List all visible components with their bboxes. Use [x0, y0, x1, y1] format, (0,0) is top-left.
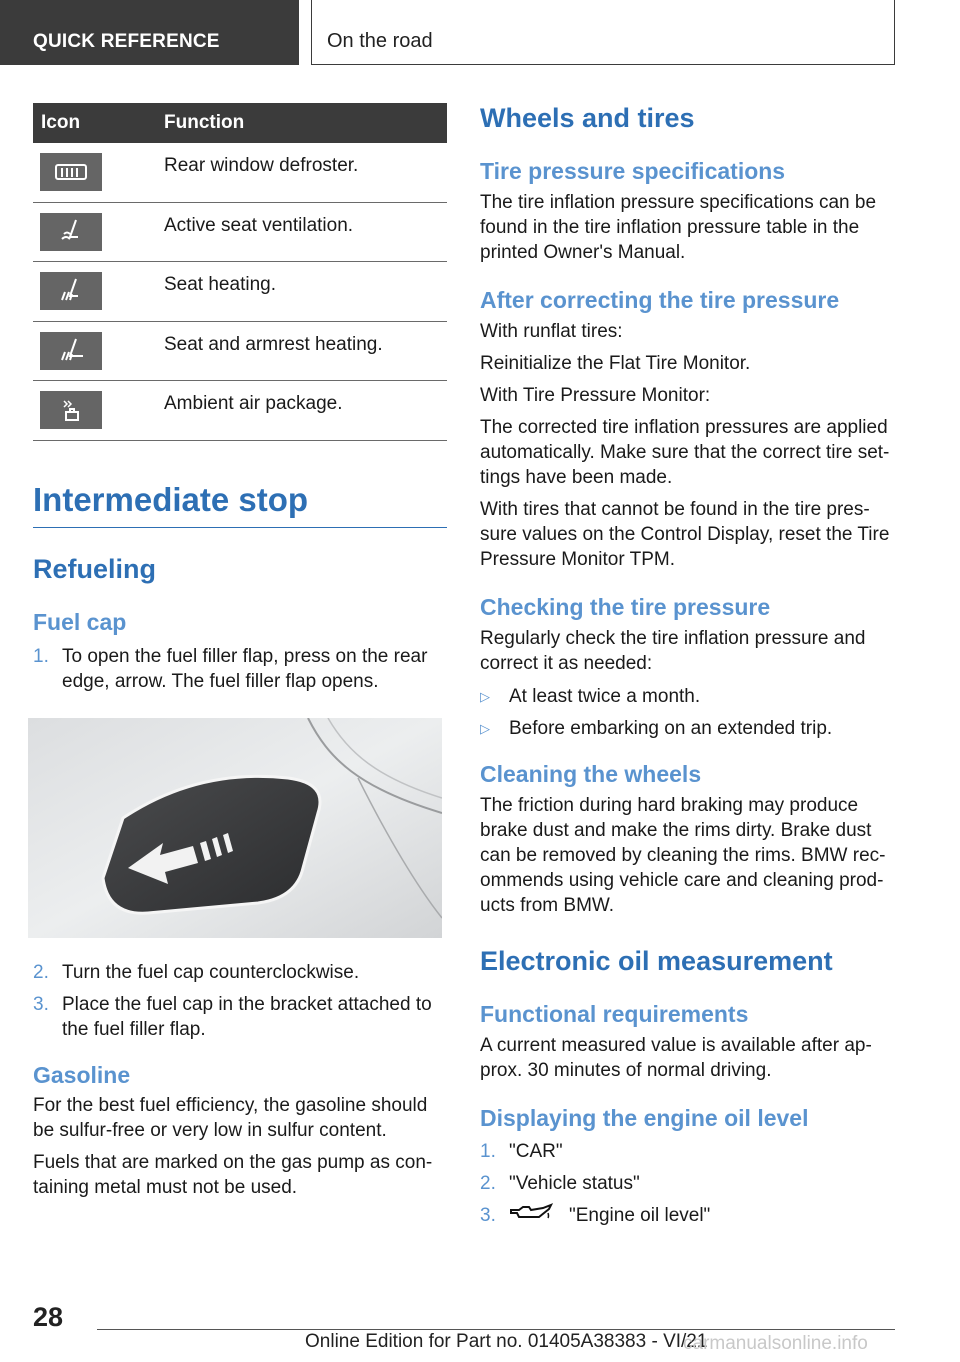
icon-table-header [33, 103, 447, 143]
oil-measurement-heading: Electronic oil measurement [480, 946, 833, 976]
table-row [33, 143, 447, 203]
paragraph: With runflat tires: [480, 321, 623, 342]
table-row [33, 322, 447, 382]
rear-window-defroster-icon [40, 153, 102, 191]
function-text: Active seat ventilation. [164, 214, 354, 236]
fuel-cap-steps-continued [33, 960, 447, 1042]
oil-steps [480, 1139, 900, 1230]
list-item: ▷ At least twice a month. [480, 686, 701, 707]
list-item: 2. "Vehicle status" [480, 1173, 640, 1194]
fuel-cap-steps [33, 644, 447, 694]
left-column [33, 103, 447, 1200]
chapter-tab: On the road [311, 0, 895, 65]
fuel-cap-heading: Fuel cap [33, 608, 127, 635]
function-column-header: Function [164, 112, 245, 133]
oil-can-icon [509, 1203, 561, 1230]
edition-text: Online Edition for Part no. 01405A38383 - VI/21 [305, 1331, 708, 1352]
triangle-bullet-icon: ▷ [480, 689, 490, 704]
list-item: 1. "CAR" [480, 1141, 563, 1162]
gasoline-heading: Gasoline [33, 1061, 131, 1088]
paragraph: A current measured value is available after ap‐prox. 30 minutes of normal driving. [480, 1035, 872, 1081]
wheels-tires-heading: Wheels and tires [480, 103, 695, 133]
footer-divider [97, 1329, 895, 1330]
paragraph: With tires that cannot be found in the tire pres‐sure values on the Control Display, reset the Tire Pressure Monitor TPM. [480, 499, 890, 570]
section-tab: QUICK REFERENCE [0, 0, 299, 65]
tire-pressure-spec-heading: Tire pressure specifications [480, 158, 786, 184]
paragraph: The corrected tire inflation pressures are applied automatically. Make sure that the correct tire set‐tings have been made. [480, 417, 890, 488]
seat-ventilation-icon [40, 213, 102, 251]
function-text: Ambient air package. [164, 393, 343, 414]
icon-table [33, 103, 447, 441]
paragraph: Regularly check the tire inflation pressure and correct it as needed: [480, 628, 866, 674]
displaying-oil-level-heading: Displaying the engine oil level [480, 1105, 809, 1131]
checking-pressure-heading: Checking the tire pressure [480, 594, 771, 620]
icon-column-header: Icon [41, 112, 81, 133]
list-item: 2. Turn the fuel cap counterclockwise. [33, 961, 360, 983]
seat-heating-icon [40, 272, 102, 310]
after-correcting-heading: After correcting the tire pressure [480, 287, 840, 313]
gasoline-paragraph: For the best fuel efficiency, the gasoline should be sulfur-free or very low in sulfur content. [33, 1094, 428, 1141]
check-list [480, 684, 900, 741]
paragraph: With Tire Pressure Monitor: [480, 385, 711, 406]
ambient-air-icon [40, 391, 102, 429]
right-column [480, 103, 900, 1237]
fuel-filler-flap-photo [28, 718, 442, 938]
list-item: ▷ Before embarking on an extended trip. [480, 718, 833, 739]
function-text: Seat and armrest heating. [164, 333, 383, 355]
table-row [33, 203, 447, 263]
refueling-heading: Refueling [33, 553, 157, 584]
table-row [33, 381, 447, 441]
watermark: carmanualsonline.info [683, 1333, 868, 1354]
function-text: Seat heating. [164, 274, 276, 295]
table-row [33, 262, 447, 322]
page-number: 28 [33, 1302, 64, 1332]
triangle-bullet-icon: ▷ [480, 721, 490, 736]
function-text: Rear window defroster. [164, 155, 359, 176]
cleaning-wheels-heading: Cleaning the wheels [480, 761, 702, 787]
paragraph: The friction during hard braking may produce brake dust and make the rims dirty. Brake dust can be removed by cleaning the rims. BMW rec‐ommends using vehicle care and cleaning prod‐ucts from BMW. [480, 795, 886, 916]
seat-armrest-heating-icon [40, 332, 102, 370]
list-item: 3. Place the fuel cap in the bracket attached to the fuel filler flap. [33, 993, 432, 1040]
list-item: 3. "Engine oil level" [480, 1203, 900, 1230]
gasoline-paragraph: Fuels that are marked on the gas pump as con‐taining metal must not be used. [33, 1151, 433, 1198]
functional-requirements-heading: Functional requirements [480, 1001, 749, 1027]
paragraph: The tire inflation pressure specifications can be found in the tire inflation pressure table in the printed Owner's Manual. [480, 192, 877, 263]
intermediate-stop-heading: Intermediate stop [33, 481, 447, 528]
paragraph: Reinitialize the Flat Tire Monitor. [480, 353, 751, 374]
list-item: 1. To open the fuel filler flap, press on the rear edge, arrow. The fuel filler flap opens. [33, 645, 428, 692]
